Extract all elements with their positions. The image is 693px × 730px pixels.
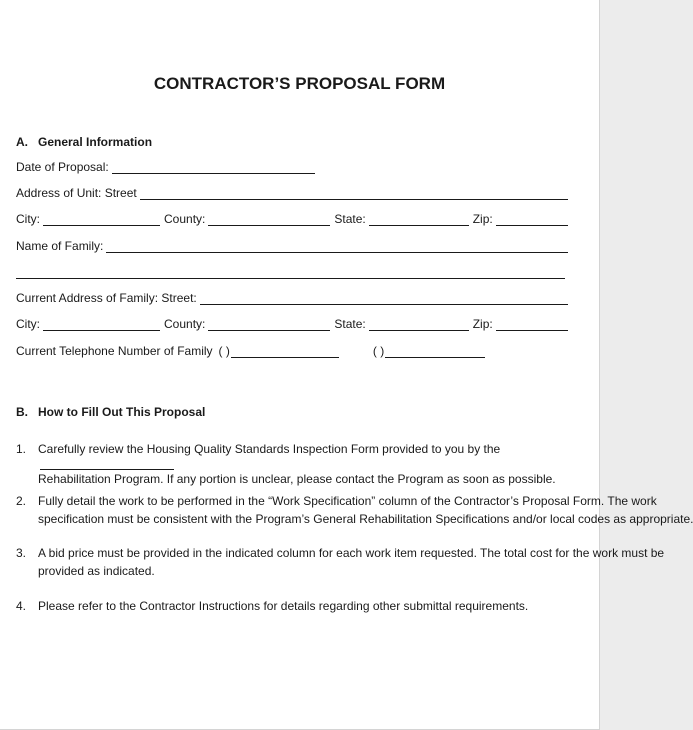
- address-of-unit-row: [16, 184, 572, 200]
- name-of-family-field[interactable]: [106, 241, 568, 253]
- city-label: City:: [16, 317, 40, 331]
- section-a-heading: [16, 133, 572, 149]
- instruction-item: [16, 492, 693, 528]
- current-city-field[interactable]: [43, 319, 160, 331]
- current-county-field[interactable]: [208, 319, 330, 331]
- city-label: City:: [16, 212, 40, 226]
- date-of-proposal-field[interactable]: [112, 162, 315, 174]
- name-of-family-label: Name of Family:: [16, 239, 104, 253]
- telephone-field-2[interactable]: [385, 346, 485, 358]
- telephone-area-code-2: ( ): [372, 344, 385, 358]
- current-address-label: Current Address of Family: Street:: [16, 291, 197, 305]
- zip-label: Zip:: [472, 212, 493, 226]
- name-of-family-row: [16, 237, 572, 253]
- zip-label: Zip:: [472, 317, 493, 331]
- instruction-text: Fully detail the work to be performed in the “Work Specification” column of the Contractor’s Proposal Form. The work: [38, 494, 657, 508]
- date-of-proposal-row: [16, 158, 572, 174]
- address-of-unit-label: Address of Unit: Street: [16, 186, 137, 200]
- county-label: County:: [164, 212, 206, 226]
- instruction-text: Carefully review the Housing Quality Standards Inspection Form provided to you by the: [38, 442, 501, 456]
- instruction-item: [16, 597, 575, 615]
- unit-state-field[interactable]: [369, 214, 469, 226]
- current-address-field[interactable]: [200, 293, 568, 305]
- telephone-field-1[interactable]: [231, 346, 339, 358]
- name-of-family-continuation-row: [16, 263, 569, 279]
- unit-city-field[interactable]: [43, 214, 160, 226]
- section-a-title: General Information: [38, 135, 153, 149]
- program-name-field[interactable]: [40, 458, 174, 470]
- unit-county-field[interactable]: [208, 214, 330, 226]
- instruction-text: Rehabilitation Program. If any portion is unclear, please contact the Program as soon as possible.: [38, 472, 556, 486]
- section-b-letter: B.: [16, 405, 28, 419]
- current-address-row: [16, 289, 572, 305]
- instruction-text: specification must be consistent with the Program’s General Rehabilitation Specifications and/or local codes as appropriate.: [38, 512, 693, 526]
- unit-zip-field[interactable]: [496, 214, 568, 226]
- telephone-row: [16, 342, 572, 358]
- instruction-number: 4.: [16, 599, 27, 613]
- instruction-number: 3.: [16, 546, 27, 560]
- instruction-text: Please refer to the Contractor Instructions for details regarding other submittal requirements.: [38, 599, 529, 613]
- instruction-number: 1.: [16, 442, 27, 456]
- date-of-proposal-label: Date of Proposal:: [16, 160, 109, 174]
- instruction-text: A bid price must be provided in the indicated column for each work item requested. The total cost for the work must be: [38, 546, 665, 560]
- telephone-area-code-1: ( ): [218, 344, 230, 358]
- section-b-title: How to Fill Out This Proposal: [38, 405, 206, 419]
- current-zip-field[interactable]: [496, 319, 568, 331]
- section-b-heading: [16, 403, 572, 419]
- instruction-line: [38, 440, 575, 470]
- address-of-unit-field[interactable]: [140, 188, 568, 200]
- unit-location-row: [16, 210, 572, 226]
- section-a-letter: A.: [16, 135, 28, 149]
- county-label: County:: [164, 317, 206, 331]
- current-state-field[interactable]: [369, 319, 469, 331]
- current-location-row: [16, 315, 572, 331]
- state-label: State:: [334, 212, 366, 226]
- telephone-label: Current Telephone Number of Family: [16, 344, 213, 358]
- instruction-item: [16, 544, 665, 580]
- instruction-number: 2.: [16, 494, 27, 508]
- instruction-text: provided as indicated.: [38, 564, 155, 578]
- name-of-family-continuation-field[interactable]: [16, 267, 565, 279]
- form-title: CONTRACTOR’S PROPOSAL FORM: [153, 74, 446, 93]
- state-label: State:: [334, 317, 366, 331]
- instruction-item: [16, 440, 575, 488]
